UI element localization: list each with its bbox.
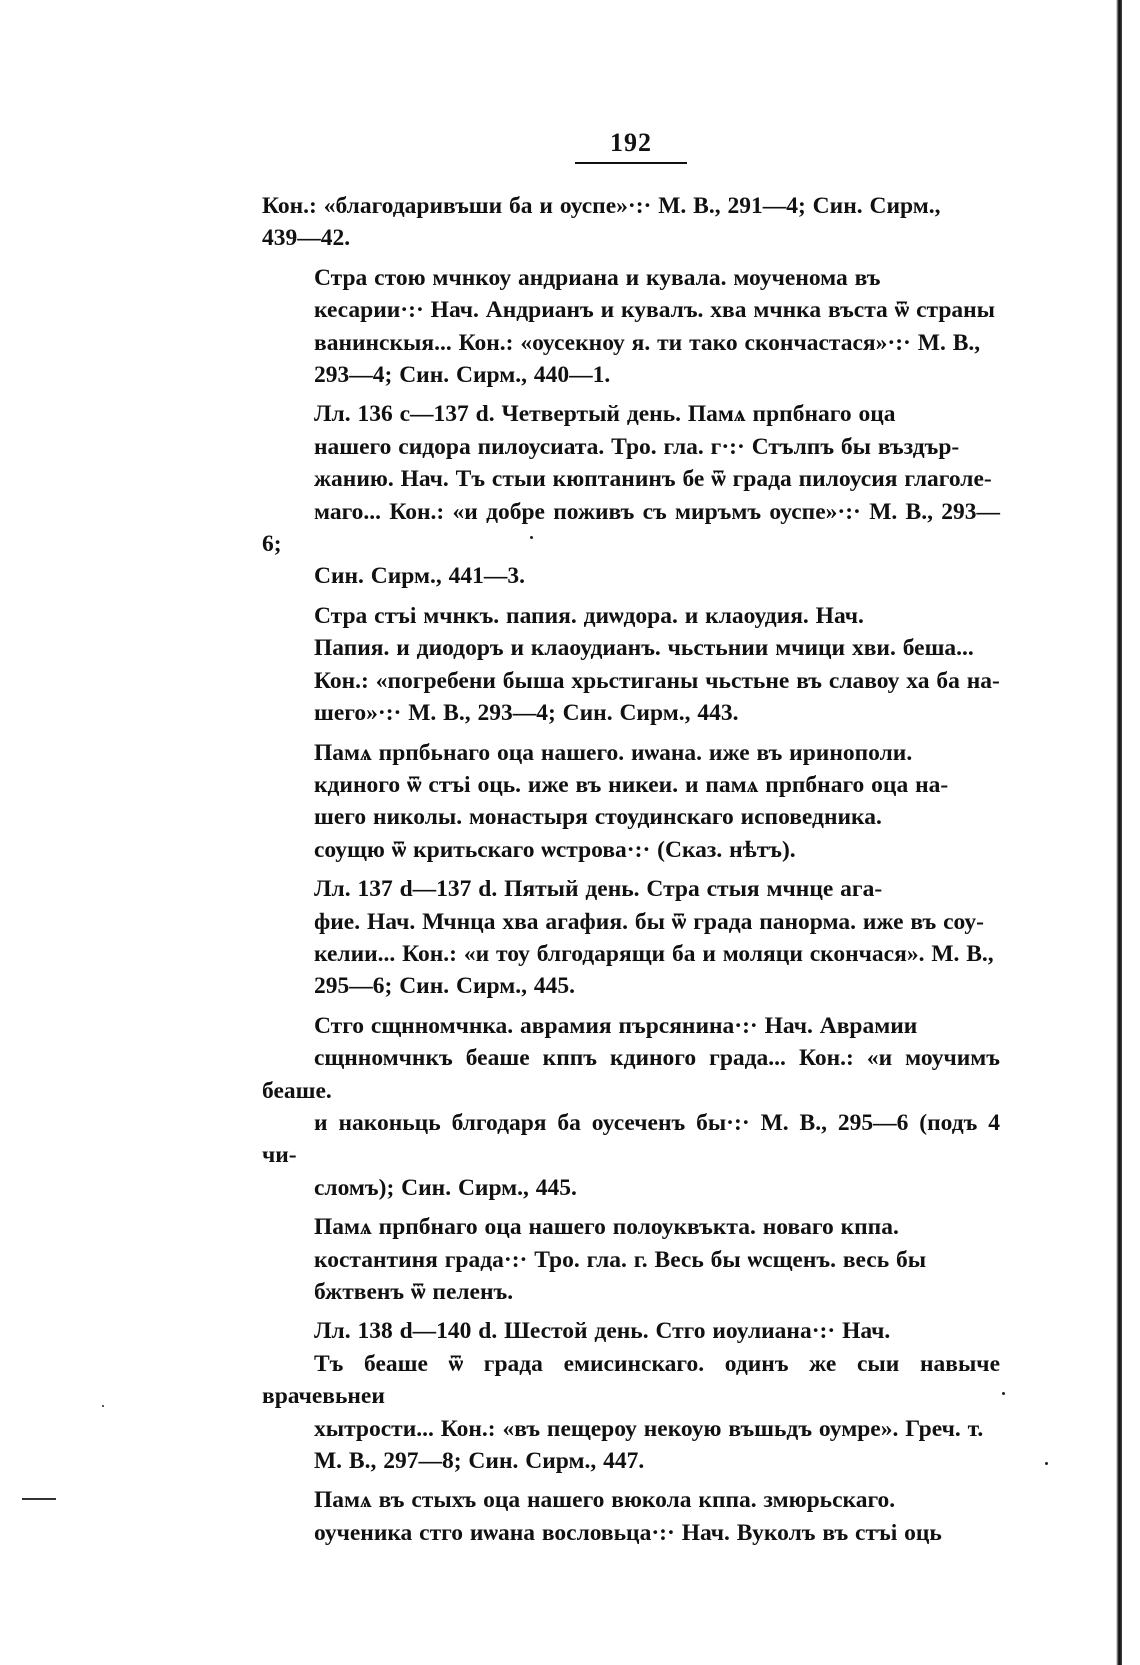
page-number-underline (575, 162, 687, 164)
text-line: М. В., 297—8; Син. Сирм., 447. (314, 1448, 645, 1475)
text-line: Стра стою мчнкоу андриана и кувала. моученома въ (314, 264, 881, 291)
text-line: фие. Нач. Мчнца хва агафия. бы ѿ града панорма. иже въ соу- (314, 908, 984, 935)
text-line: соущю ѿ критьскаго ѡстрова·:· (Сказ. нѣтъ). (314, 836, 796, 863)
text-line: Син. Сирм., 441—3. (314, 563, 526, 590)
text-line: сломъ); Син. Сирм., 445. (314, 1174, 577, 1201)
text-line: Лл. 136 c—137 d. Четвертый день. Памѧ прпбнаго оца (314, 401, 896, 428)
body-text (262, 190, 1000, 1556)
text-line: и наконьць блгодаря ба оусеченъ бы·:· М. В., 295—6 (подъ 4 чи- (262, 1109, 1000, 1169)
text-line: кдиного ѿ стъі оць. иже въ никеи. и памѧ прпбнаго оца на- (314, 771, 949, 798)
text-line: оученика стго иѡана вословьца·:· Нач. Вуколъ въ стъі оць (314, 1519, 942, 1546)
paragraph-6 (262, 873, 1000, 1003)
text-line: сщнномчнкъ беаше кппъ кдиного града... Кон.: «и моучимъ беаше. (262, 1045, 1000, 1104)
text-line: кесарии·:· Нач. Андрианъ и кувалъ. хва мчнка въста ѿ страны (314, 297, 996, 324)
text-line: жанию. Нач. Тъ стыи кюптанинъ бе ѿ града пилоусия глаголе- (314, 466, 992, 493)
scan-speck (102, 1405, 104, 1407)
text-line: шего»·:· М. В., 293—4; Син. Сирм., 443. (314, 700, 739, 727)
text-line: Памѧ прпбнаго оца нашего полоуквъкта. новаго кппа. (314, 1214, 899, 1241)
text-line: 439—42. (262, 225, 351, 252)
paragraph-10 (262, 1484, 1000, 1549)
paragraph-4 (262, 600, 1000, 730)
scan-mark (22, 1498, 56, 1500)
paragraph-2 (262, 262, 1000, 392)
text-line: бжтвенъ ѿ пеленъ. (314, 1279, 514, 1305)
text-line: келии... Кон.: «и тоу блгодарящи ба и моляци скончася». М. В., (314, 940, 994, 967)
text-line: Тъ беаше ѿ града емисинскаго. одинъ же сыи навыче врачевьнеи (262, 1350, 1000, 1410)
text-line: 295—6; Син. Сирм., 445. (314, 973, 575, 1000)
text-line: Памѧ въ стыхъ оца нашего вюкола кппа. змюрьскаго. (314, 1487, 896, 1514)
text-line: Кон.: «благодаривъши ба и оуспе»·:· М. В., 291—4; Син. Сирм., (262, 193, 941, 219)
paragraph-7 (262, 1010, 1000, 1204)
text-line: ванинскыя... Кон.: «оусекноу я. ти тако скончастася»·:· М. В., (314, 329, 981, 356)
text-line: костантиня града·:· Тро. гла. г. Весь бы ѡсщенъ. весь бы (314, 1246, 927, 1273)
paragraph-9 (262, 1315, 1000, 1477)
paragraph-3 (262, 398, 1000, 592)
text-line: Папия. и диодоръ и клаоудианъ. чьстьнии мчици хви. беша... (314, 635, 974, 662)
text-line: Лл. 137 d—137 d. Пятый день. Стра стыя мчнце ага- (314, 876, 883, 903)
scan-speck (1045, 1462, 1048, 1465)
text-line: Стго сщнномчнка. аврамия пърсянина·:· Нач. Аврамии (314, 1012, 918, 1039)
scan-speck (530, 536, 533, 539)
page-header (575, 128, 687, 164)
text-line: хытрости... Кон.: «въ пещероу некоую въшьдъ оумре». Греч. т. (314, 1415, 984, 1442)
text-line: Памѧ прпбьнаго оца нашего. иѡана. иже въ иринополи. (314, 739, 913, 766)
page-number: 192 (610, 128, 652, 157)
paragraph-5 (262, 737, 1000, 867)
text-line: Лл. 138 d—140 d. Шестой день. Стго иоулиана·:· Нач. (314, 1318, 891, 1345)
paragraph-8 (262, 1211, 1000, 1308)
paragraph-1 (262, 190, 1000, 255)
text-line: Кон.: «погребени быша хрьстиганы чьстьне въ славоу ха ба на- (314, 667, 1000, 694)
text-line: 293—4; Син. Сирм., 440—1. (314, 362, 611, 389)
text-line: шего николы. монастыря стоудинскаго исповедника. (314, 804, 882, 831)
text-line: Стра стъі мчнкъ. папия. диѡдора. и клаоудия. Нач. (314, 602, 864, 629)
text-line: маго... Кон.: «и добре поживъ съ миръмъ оуспе»·:· М. В., 293—6; (262, 498, 1000, 558)
text-line: нашего сидора пилоусиата. Тро. гла. г·:· Стълпъ бы въздър- (314, 433, 960, 460)
page-edge-shadow (1116, 0, 1122, 1665)
scan-speck (1002, 1392, 1005, 1395)
